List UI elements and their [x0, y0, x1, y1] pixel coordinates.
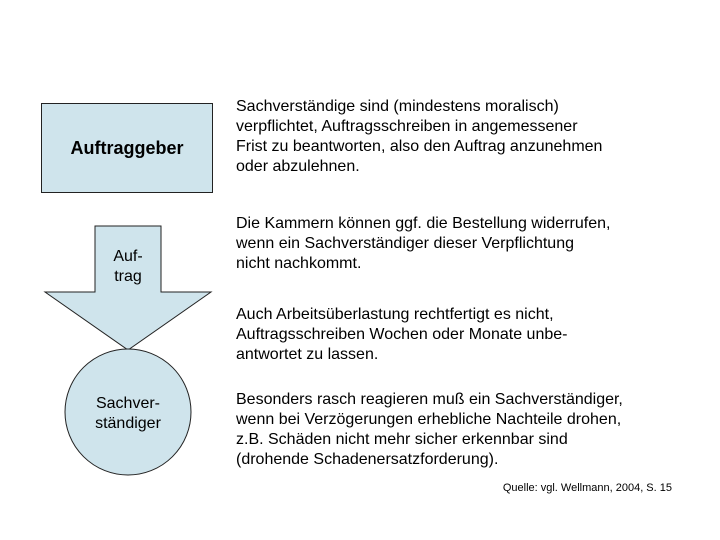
- source-citation: Quelle: vgl. Wellmann, 2004, S. 15: [502, 482, 672, 494]
- arrow-label: Auf- trag: [113, 248, 143, 285]
- paragraph-3: Auch Arbeitsüberlastung rechtfertigt es nicht, Auftragsschreiben Wochen oder Monate unbe- antwortet zu lassen.: [236, 306, 568, 363]
- circle-label: Sachver- ständiger: [95, 395, 161, 432]
- client-box-label: Auftraggeber: [70, 137, 184, 158]
- paragraph-4: Besonders rasch reagieren muß ein Sachverständiger, wenn bei Verzögerungen erhebliche Nachteile drohen, z.B. Schäden nicht mehr sicher erkennbar sind (drohende Schadenersatzforderung).: [236, 391, 623, 468]
- paragraph-2: Die Kammern können ggf. die Bestellung widerrufen, wenn ein Sachverständiger dieser Verpflichtung nicht nachkommt.: [236, 215, 611, 272]
- down-arrow: [45, 226, 211, 350]
- paragraph-1: Sachverständige sind (mindestens moralisch) verpflichtet, Auftragsschreiben in angemessener Frist zu beantworten, also den Auftrag anzunehmen oder abzulehnen.: [236, 98, 603, 175]
